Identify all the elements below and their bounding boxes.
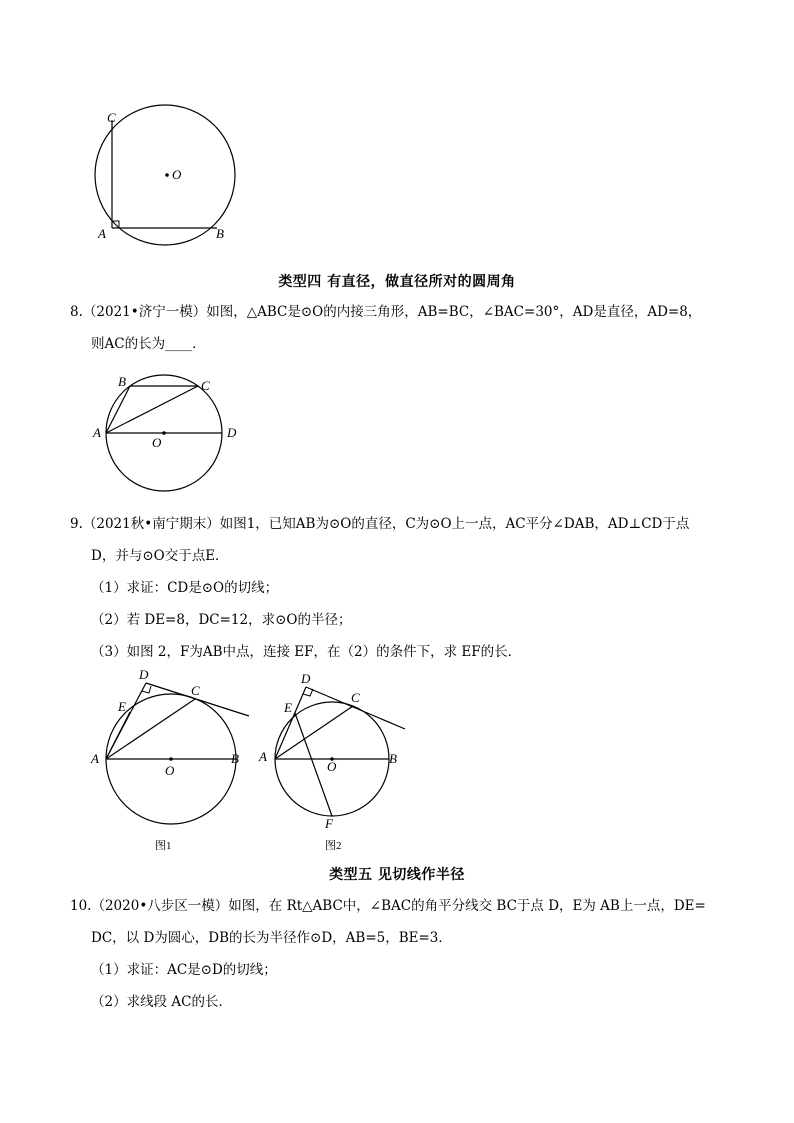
q8-line2: 则AC的长为____． [91, 336, 206, 352]
q8-line1: 8.（2021•济宁一模）如图，△ABC是⊙O的内接三角形，AB=BC，∠BAC=30°，AD是直径，AD=8， [70, 304, 702, 320]
label-o: O [152, 435, 162, 450]
label-c: C [351, 690, 360, 705]
label-a: A [259, 749, 267, 764]
label-e: E [118, 699, 126, 714]
center-dot [162, 431, 166, 435]
section-heading-type4: 类型四 有直径，做直径所对的圆周角 [278, 274, 516, 290]
q9-line1: 9.（2021秋•南宁期末）如图1，已知AB为⊙O的直径，C为⊙O上一点，AC平分∠DAB，AD⊥CD于点 [70, 516, 690, 532]
label-c: C [191, 683, 200, 698]
center-dot [169, 757, 173, 761]
q10-part2: （2）求线段 AC的长． [91, 994, 232, 1010]
label-a: A [91, 751, 99, 766]
circle-o [95, 105, 235, 245]
label-e: E [284, 700, 292, 715]
label-o: O [327, 759, 337, 774]
label-d: D [139, 667, 149, 682]
label-b: B [389, 751, 397, 766]
q10-part1: （1）求证：AC是⊙D的切线； [91, 962, 277, 978]
label-c: C [201, 378, 210, 393]
label-o: O [165, 763, 175, 778]
q9-part3: （3）如图 2，F为AB中点，连接 EF，在（2）的条件下，求 EF的长． [91, 644, 522, 660]
label-d: D [227, 425, 237, 440]
section-heading-type5: 类型五 见切线作半径 [329, 867, 465, 883]
label-b: B [231, 751, 239, 766]
q9-line2: D，并与⊙O交于点E． [91, 548, 229, 564]
label-a: A [93, 425, 101, 440]
label-c: C [107, 110, 116, 125]
figure-top [85, 100, 255, 260]
q10-line1: 10.（2020•八步区一模）如图，在 Rt△ABC中，∠BAC的角平分线交 BC于点 D，E为 AB上一点，DE= [70, 898, 706, 914]
label-a: A [98, 226, 106, 241]
caption-fig1: 图1 [155, 840, 172, 852]
label-o: O [172, 167, 182, 182]
segment-ae [106, 712, 130, 759]
center-dot [165, 173, 169, 177]
label-b: B [118, 374, 126, 389]
figure-q9-2 [255, 665, 415, 860]
q9-part1: （1）求证：CD是⊙O的切线； [91, 580, 279, 596]
figure-q8 [88, 370, 248, 500]
segment-ab [106, 386, 130, 433]
q10-line2: DC，以 D为圆心，DB的长为半径作⊙D，AB=5，BE=3． [91, 930, 452, 946]
label-b: B [216, 226, 224, 241]
segment-ac [106, 386, 198, 433]
caption-fig2: 图2 [325, 840, 342, 852]
label-d: D [301, 671, 311, 686]
label-f: F [325, 816, 333, 831]
q9-part2: （2）若 DE=8，DC=12，求⊙O的半径； [91, 612, 352, 628]
